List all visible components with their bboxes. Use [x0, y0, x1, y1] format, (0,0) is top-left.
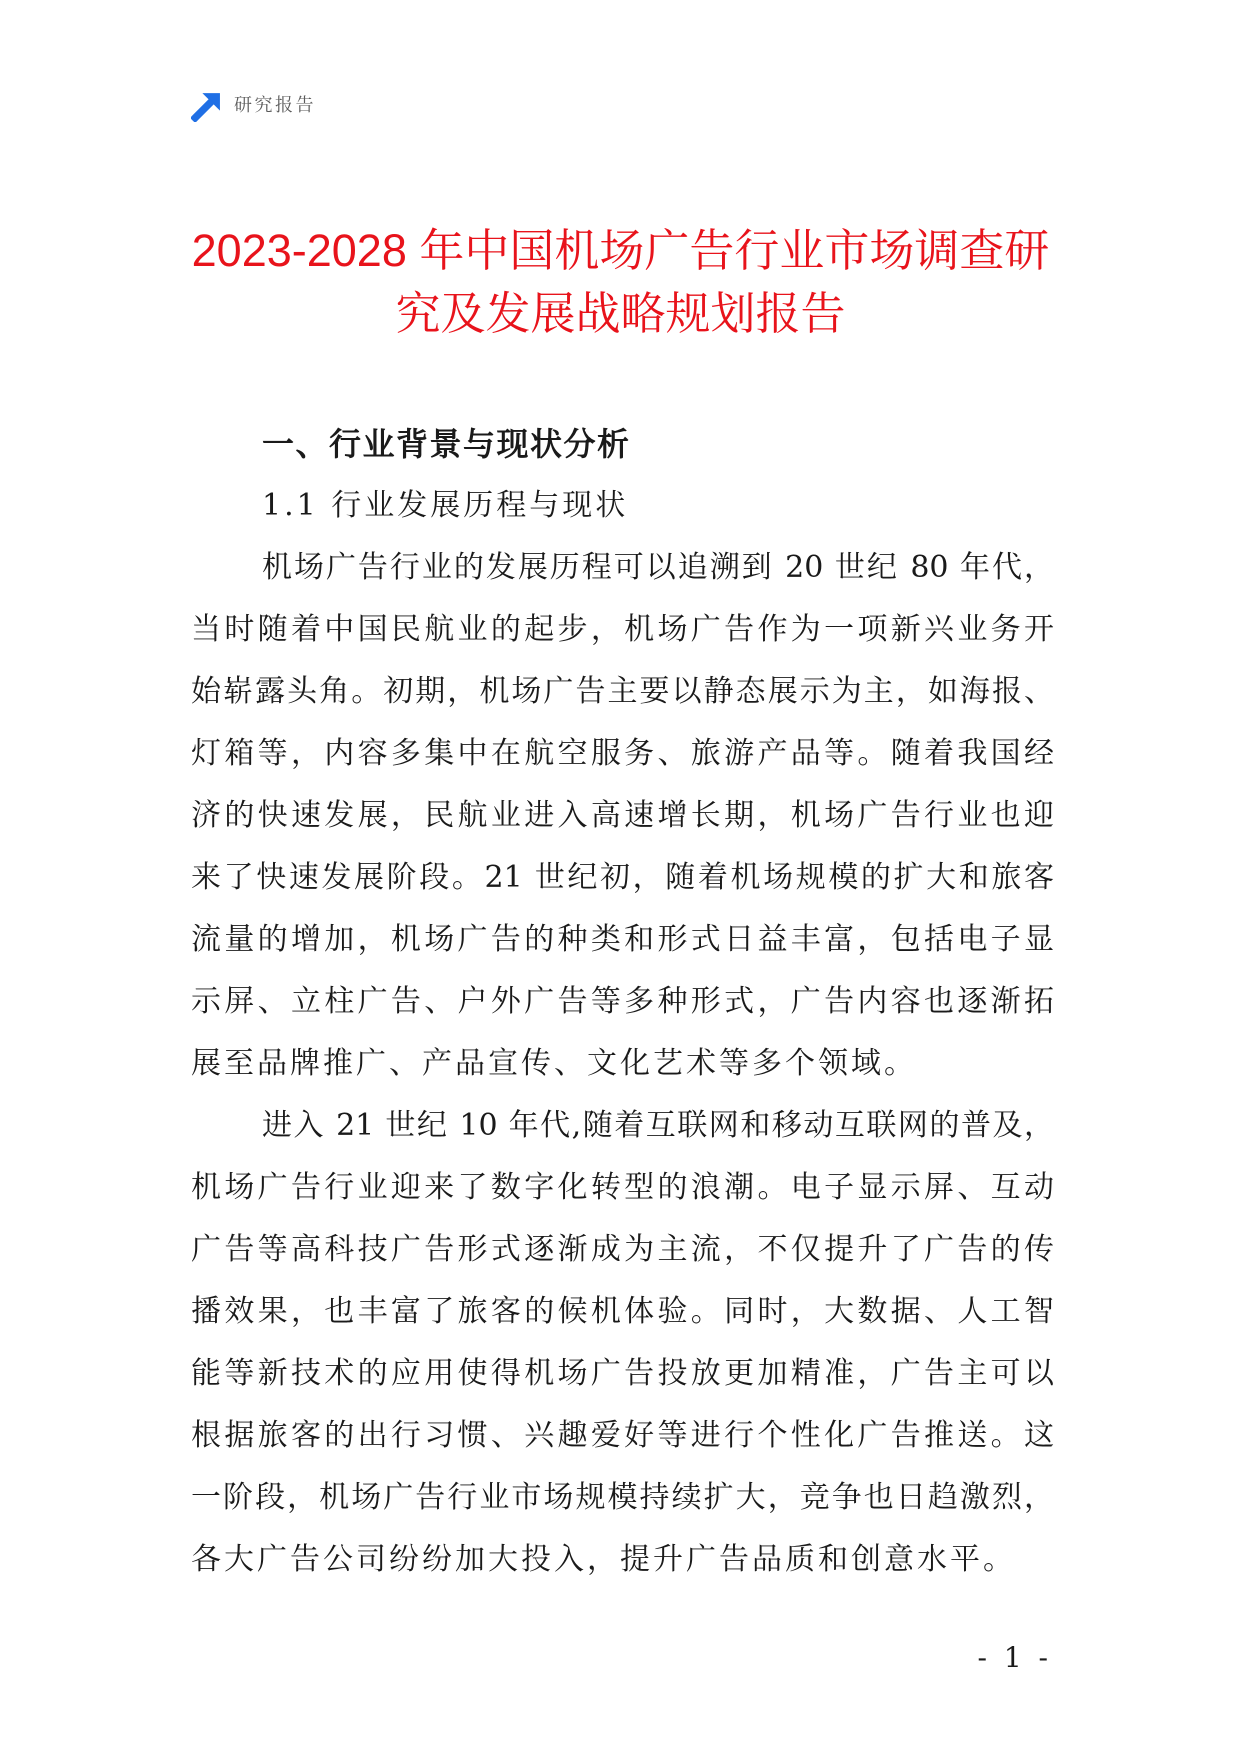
paragraph-line: 各大广告公司纷纷加大投入，提升广告品质和创意水平。	[191, 1542, 1016, 1577]
report-title-line: 究及发展战略规划报告	[395, 288, 846, 339]
paragraph-line: 展至品牌推广、产品宣传、文化艺术等多个领域。	[191, 1046, 917, 1081]
paragraph-line: 一阶段，机场广告行业市场规模持续扩大，竞争也日趋激烈，	[191, 1480, 1054, 1515]
paragraph-line: 进入 21 世纪 10 年代,随着互联网和移动互联网的普及，	[262, 1108, 1054, 1143]
logo-arrow-shaft	[195, 103, 209, 117]
paragraph-line: 来了快速发展阶段。21 世纪初，随着机场规模的扩大和旅客	[191, 860, 1054, 895]
report-title	[0, 219, 1241, 345]
paragraph-line: 流量的增加，机场广告的种类和形式日益丰富，包括电子显	[191, 922, 1054, 957]
body-paragraph	[191, 1095, 1054, 1591]
paragraph-line: 广告等高科技广告形式逐渐成为主流，不仅提升了广告的传	[191, 1232, 1054, 1267]
paragraph-line: 机场广告行业迎来了数字化转型的浪潮。电子显示屏、互动	[191, 1170, 1054, 1205]
body-paragraph	[191, 537, 1054, 1095]
page-header	[191, 90, 316, 122]
paragraph-line: 能等新技术的应用使得机场广告投放更加精准，广告主可以	[191, 1356, 1054, 1391]
paragraph-line: 当时随着中国民航业的起步，机场广告作为一项新兴业务开	[191, 612, 1054, 647]
paragraph-line: 济的快速发展，民航业进入高速增长期，机场广告行业也迎	[191, 798, 1054, 833]
section-heading: 一、行业背景与现状分析	[262, 426, 631, 462]
section-subheading: 1.1 行业发展历程与现状	[262, 488, 629, 523]
paragraph-line: 根据旅客的出行习惯、兴趣爱好等进行个性化广告推送。这	[191, 1418, 1054, 1453]
header-label: 研究报告	[234, 95, 316, 116]
document-body	[191, 413, 1054, 1591]
arrow-up-right-icon	[191, 91, 222, 122]
paragraph-line: 机场广告行业的发展历程可以追溯到 20 世纪 80 年代，	[262, 550, 1054, 585]
paragraph-line: 示屏、立柱广告、户外广告等多种形式，广告内容也逐渐拓	[191, 984, 1054, 1019]
paragraph-line: 灯箱等，内容多集中在航空服务、旅游产品等。随着我国经	[191, 736, 1054, 771]
page-number: - 1 -	[977, 1641, 1052, 1674]
report-title-line: 2023-2028 年中国机场广告行业市场调查研	[191, 225, 1050, 276]
paragraph-line: 播效果，也丰富了旅客的候机体验。同时，大数据、人工智	[191, 1294, 1054, 1329]
paragraph-line: 始崭露头角。初期，机场广告主要以静态展示为主，如海报、	[191, 674, 1054, 709]
